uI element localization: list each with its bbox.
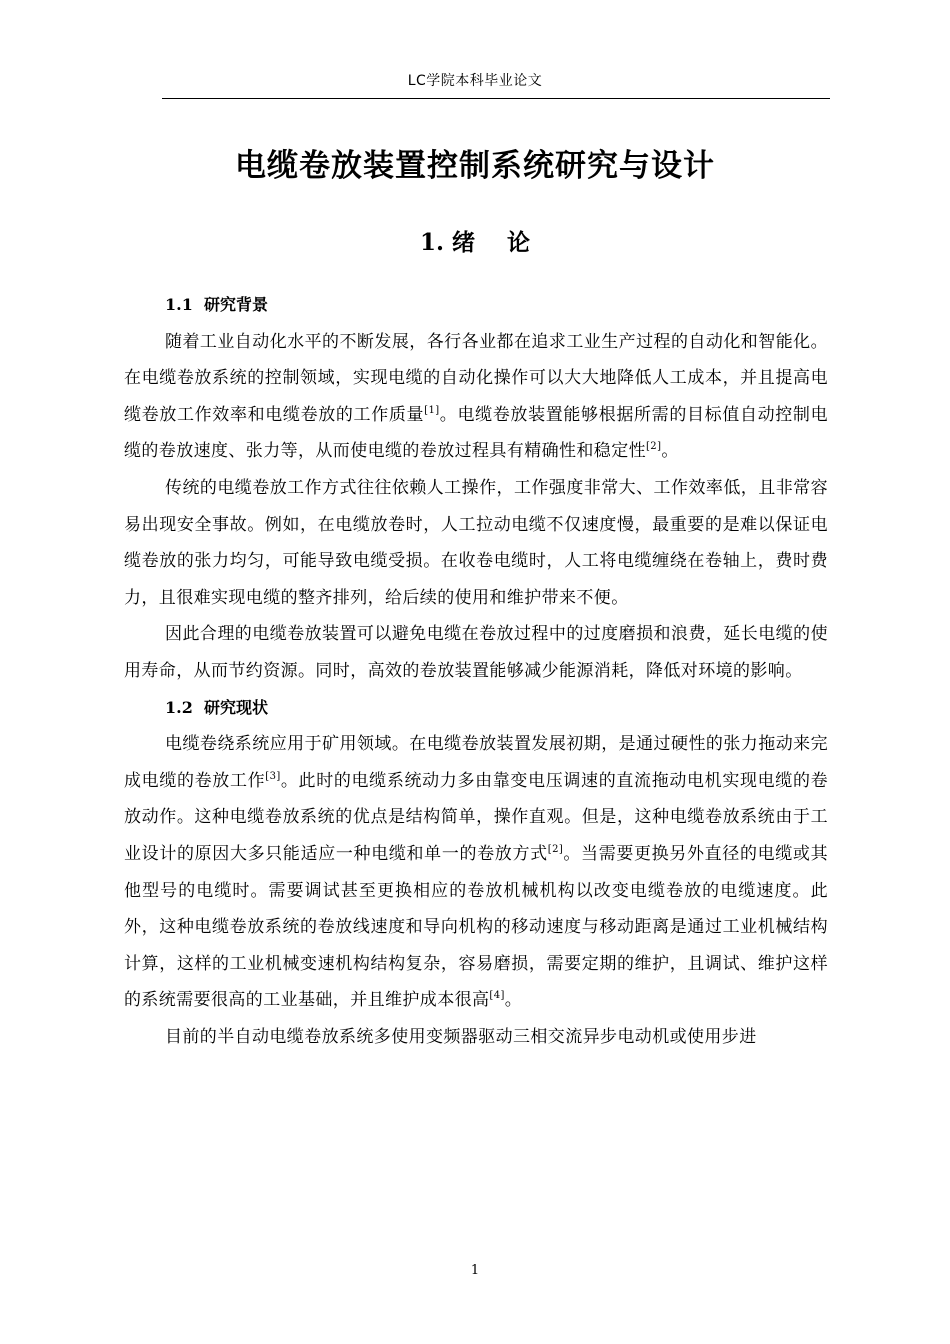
citation: [4] [489, 990, 505, 1002]
paragraph-text: 。此时的电缆系统动力多由靠变电压调速的直流拖动电机实现电缆的卷放动作。这种电缆卷放系统的优点是结构简单，操作直观。但是，这种电缆卷放系统由于工业设计的原因大多只能适应一种电缆和单一的卷放方式 [124, 770, 829, 864]
paragraph [124, 1019, 828, 1056]
section-heading: 1.1 研究背景 [165, 295, 268, 314]
paragraph-text: 因此合理的电缆卷放装置可以避免电缆在卷放过程中的过度磨损和浪费，延长电缆的使用寿命，从而节约资源。同时，高效的卷放装置能够减少能源消耗，降低对环境的影响。 [124, 624, 828, 681]
paragraph-text: 。 [661, 441, 679, 462]
citation: [2] [547, 843, 564, 855]
paragraph-text: 电缆卷绕系统应用于矿用领域。在电缆卷放装置发展初期，是通过硬性的张力拖动来完成电缆的卷放工作 [124, 734, 828, 791]
paragraph-text: 随着工业自动化水平的不断发展，各行各业都在追求工业生产过程的自动化和智能化。在电缆卷放系统的控制领域，实现电缆的自动化操作可以大大地降低人工成本，并且提高电缆卷放工作效率和电缆卷放的工作质量 [124, 331, 828, 425]
citation: [2] [646, 441, 662, 453]
paragraph-text: 。电缆卷放装置能够根据所需的目标值自动控制电缆的卷放速度、张力等，从而使电缆的卷放过程具有精确性和稳定性 [124, 404, 828, 462]
paragraph [124, 470, 828, 616]
header-rule [162, 98, 830, 99]
section-heading: 1.2 研究现状 [165, 697, 268, 717]
paragraph [124, 324, 828, 470]
paragraph [124, 726, 828, 1019]
paragraph-text: 目前的半自动电缆卷放系统多使用变频器驱动三相交流异步电动机或使用步进 [165, 1026, 757, 1047]
chapter-title: 1. 绪 论 [419, 229, 531, 256]
body-text [124, 287, 828, 1055]
paragraph-text: 。 [504, 990, 523, 1011]
document-title: 电缆卷放装置控制系统研究与设计 [235, 148, 715, 184]
citation: [3] [265, 770, 281, 782]
paragraph-text: 传统的电缆卷放工作方式往往依赖人工操作，工作强度非常大、工作效率低，且非常容易出现安全事故。例如，在电缆放卷时，人工拉动电缆不仅速度慢，最重要的是难以保证电缆卷放的张力均匀，可能导致电缆受损。在收卷电缆时，人工将电缆缠绕在卷轴上，费时费力，且很难实现电缆的整齐排列，给后续的使用和维护带来不便。 [124, 477, 828, 608]
citation: [1] [424, 404, 440, 416]
paragraph [124, 616, 828, 689]
running-header: LC学院本科毕业论文 [407, 73, 543, 89]
paragraph-text: 。当需要更换另外直径的电缆或其他型号的电缆时。需要调试甚至更换相应的卷放机械机构以改变电缆卷放的电缆速度。此外，这种电缆卷放系统的卷放线速度和导向机构的移动速度与移动距离是通过工业机械结构计算，这样的工业机械变速机构结构复杂，容易磨损，需要定期的维护，且调试、维护这样的系统需要很高的工业基础，并且维护成本很高 [124, 843, 828, 1011]
page-number: 1 [470, 1263, 480, 1278]
